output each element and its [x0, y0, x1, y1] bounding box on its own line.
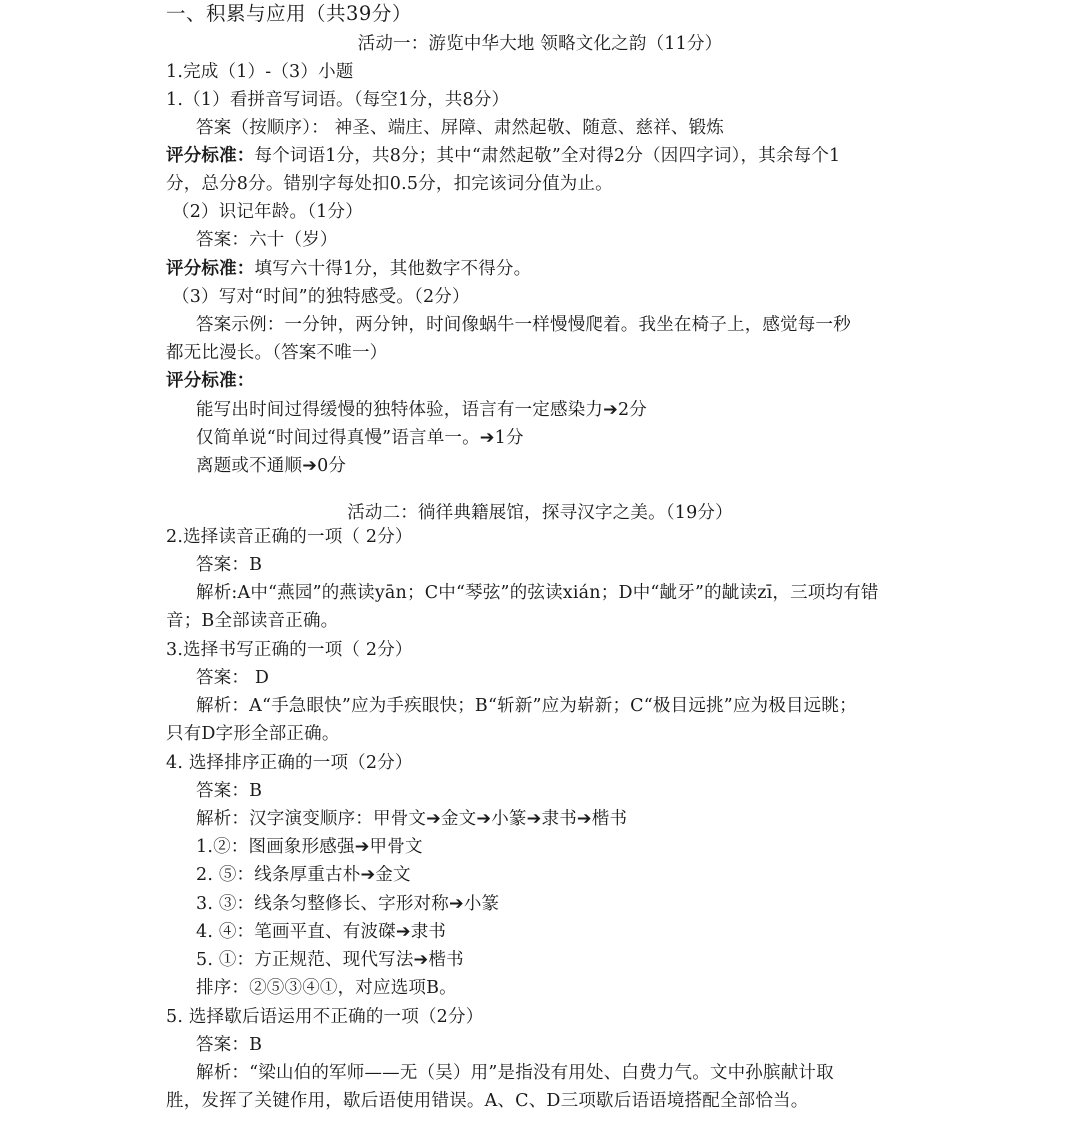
list-item: 4. ④：笔画平直、有波磔➔隶书 [196, 922, 447, 942]
list-item: 2. ⑤：线条厚重古朴➔金文 [196, 865, 411, 885]
q4-analysis: 解析：汉字演变顺序：甲骨文➔金文➔小篆➔隶书➔楷书 [196, 809, 628, 829]
q3-analysis: 解析：A“手急眼快”应为手疾眼快；B“斩新”应为崭新；C“极目远挑”应为极目远眺； [196, 696, 857, 716]
q5-title: 5. 选择歇后语运用不正确的一项（2分） [166, 1007, 484, 1027]
q3-answer: 答案： D [196, 668, 270, 688]
q1-3-title: （3）写对“时间”的独特感受。（2分） [172, 287, 470, 307]
list-item: 3. ③：线条匀整修长、字形对称➔小篆 [196, 894, 500, 914]
q2-analysis: 解析:A中“燕园”的燕读yān；C中“琴弦”的弦读xián；D中“龇牙”的龇读zī，三项均有错 [196, 583, 879, 603]
q1-3-scoring-level-2: 能写出时间过得缓慢的独特体验，语言有一定感染力➔2分 [196, 400, 647, 420]
q1-1-scoring-continued: 分，总分8分。错别字每处扣0.5分，扣完该词分值为止。 [166, 174, 613, 194]
scoring-label: 评分标准： [166, 146, 255, 166]
scoring-text: 每个词语1分，共8分；其中“肃然起敬”全对得2分（因四字词），其余每个1 [254, 146, 841, 166]
activity-2-heading: 活动二：徜徉典籍展馆，探寻汉字之美。（19分） [347, 503, 733, 523]
q1-3-scoring-level-1: 仅简单说“时间过得真慢”语言单一。➔1分 [196, 428, 524, 448]
activity-1-heading: 活动一：游览中华大地 领略文化之韵（11分） [357, 34, 723, 54]
q1-3-scoring-label: 评分标准： [166, 371, 255, 391]
q4-answer: 答案：B [196, 781, 263, 801]
q5-analysis: 解析：“梁山伯的军师——无（吴）用”是指没有用处、白费力气。文中孙膑献计取 [196, 1063, 834, 1083]
q1-3-scoring-level-0: 离题或不通顺➔0分 [196, 456, 347, 476]
q2-analysis-continued: 音；B全部读音正确。 [166, 611, 339, 631]
scoring-text: 填写六十得1分，其他数字不得分。 [254, 259, 532, 279]
q2-title: 2.选择读音正确的一项（ 2分） [166, 527, 413, 547]
q1-1-scoring [166, 144, 840, 168]
q4-order: 排序：②⑤③④①，对应选项B。 [196, 978, 457, 998]
q4-title: 4. 选择排序正确的一项（2分） [166, 753, 413, 773]
q1-3-answer: 答案示例：一分钟，两分钟，时间像蜗牛一样慢慢爬着。我坐在椅子上，感觉每一秒 [196, 315, 851, 335]
q2-answer: 答案：B [196, 555, 263, 575]
q3-analysis-continued: 只有D字形全部正确。 [166, 724, 340, 744]
q1-2-title: （2）识记年龄。（1分） [172, 202, 363, 222]
q1-1-title: 1.（1）看拼音写词语。（每空1分，共8分） [166, 90, 510, 110]
q1-1-answer: 答案（按顺序）： 神圣、端庄、屏障、肃然起敬、随意、慈祥、锻炼 [196, 118, 725, 138]
list-item: 1.②：图画象形感强➔甲骨文 [196, 837, 423, 857]
q1-3-answer-continued: 都无比漫长。（答案不唯一） [166, 343, 388, 363]
q1-2-answer: 答案：六十（岁） [196, 230, 338, 250]
scoring-label: 评分标准： [166, 259, 255, 279]
q5-analysis-continued: 胜，发挥了关键作用，歇后语使用错误。A、C、D三项歇后语语境搭配全部恰当。 [166, 1091, 809, 1111]
list-item: 5. ①：方正规范、现代写法➔楷书 [196, 950, 464, 970]
q5-answer: 答案：B [196, 1035, 263, 1055]
q1-2-scoring [166, 257, 531, 281]
q1-intro: 1.完成（1）-（3）小题 [166, 62, 354, 82]
section-title: 一、积累与应用（共39分） [166, 2, 412, 25]
q3-title: 3.选择书写正确的一项（ 2分） [166, 640, 413, 660]
